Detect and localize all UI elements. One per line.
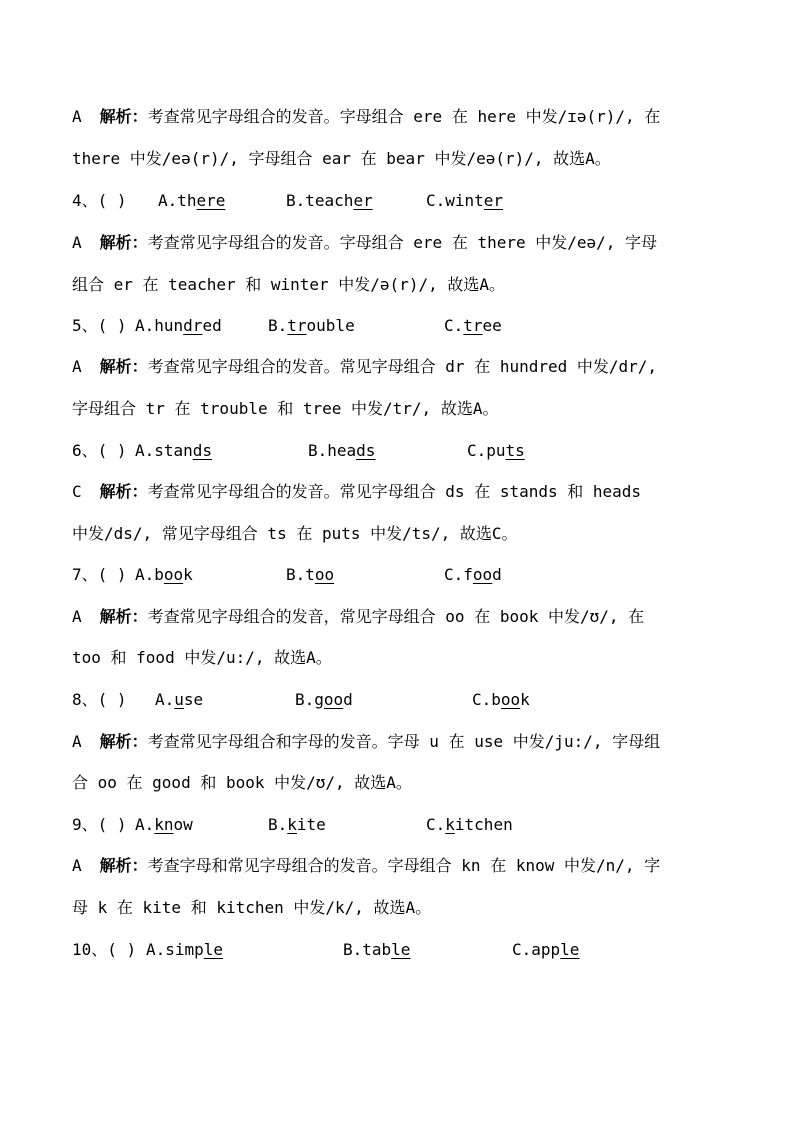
- option-b: B.heads: [308, 441, 376, 460]
- analysis-text: 考查常见字母组合的发音。字母组合 ere 在 here 中发/ɪə(r)/, 在: [147, 107, 661, 126]
- answer-letter: A: [72, 107, 82, 126]
- option-b: B.good: [295, 690, 353, 709]
- option-c: C.winter: [426, 191, 504, 210]
- answer-line-7: [72, 600, 732, 634]
- option-c: C.food: [444, 565, 502, 584]
- option-a: A.hundred: [135, 316, 222, 335]
- question-10: [72, 933, 732, 967]
- option-c: C.tree: [444, 316, 502, 335]
- analysis-label: 解析：: [99, 482, 148, 501]
- analysis-label: 解析：: [99, 607, 148, 626]
- analysis-label: 解析：: [99, 233, 148, 252]
- option-a: A.book: [135, 565, 193, 584]
- analysis-text: 字母组合 tr 在 trouble 和 tree 中发/tr/, 故选A。: [72, 399, 499, 418]
- option-a: A.there: [158, 191, 226, 210]
- analysis-text-continued: [72, 517, 732, 551]
- answer-letter: A: [72, 856, 82, 875]
- analysis-label: 解析：: [99, 732, 148, 751]
- option-a: A.use: [155, 690, 204, 709]
- question-number: 6、( ): [72, 441, 127, 460]
- option-a: A.know: [135, 815, 193, 834]
- question-number: 7、( ): [72, 565, 127, 584]
- analysis-text: 母 k 在 kite 和 kitchen 中发/k/, 故选A。: [72, 898, 432, 917]
- answer-letter: A: [72, 357, 82, 376]
- option-c: C.book: [472, 690, 530, 709]
- answer-line-8: [72, 725, 732, 759]
- answer-line-6: [72, 475, 732, 509]
- question-8: [72, 683, 732, 717]
- option-a: A.simple: [146, 940, 224, 959]
- analysis-text: 组合 er 在 teacher 和 winter 中发/ə(r)/, 故选A。: [72, 275, 505, 294]
- analysis-text: too 和 food 中发/u:/, 故选A。: [72, 648, 332, 667]
- analysis-text: 考查字母和常见字母组合的发音。字母组合 kn 在 know 中发/n/, 字: [147, 856, 661, 875]
- question-9: [72, 808, 732, 842]
- question-number: 9、( ): [72, 815, 127, 834]
- option-c: C.apple: [512, 940, 580, 959]
- answer-line-3: [72, 100, 732, 134]
- option-b: B.kite: [268, 815, 326, 834]
- analysis-label: 解析：: [99, 856, 148, 875]
- answer-line-4: [72, 226, 732, 260]
- option-a: A.stands: [135, 441, 213, 460]
- question-4: [72, 184, 732, 218]
- analysis-text: there 中发/eə(r)/, 字母组合 ear 在 bear 中发/eə(r)/, 故选A。: [72, 149, 611, 168]
- question-7: [72, 558, 732, 592]
- analysis-text: 考查常见字母组合的发音。常见字母组合 ds 在 stands 和 heads: [147, 482, 642, 501]
- answer-line-5: [72, 350, 732, 384]
- question-number: 4、( ): [72, 191, 127, 210]
- analysis-text: 考查常见字母组合和字母的发音。字母 u 在 use 中发/ju:/, 字母组: [147, 732, 661, 751]
- analysis-text: 考查常见字母组合的发音，常见字母组合 oo 在 book 中发/ʊ/, 在: [147, 607, 645, 626]
- answer-letter: A: [72, 233, 82, 252]
- analysis-text-continued: [72, 392, 732, 426]
- analysis-text: 考查常见字母组合的发音。字母组合 ere 在 there 中发/eə/, 字母: [147, 233, 658, 252]
- analysis-text: 中发/ds/, 常见字母组合 ts 在 puts 中发/ts/, 故选C。: [72, 524, 518, 543]
- option-c: C.puts: [467, 441, 525, 460]
- analysis-text-continued: [72, 891, 732, 925]
- analysis-text-continued: [72, 641, 732, 675]
- analysis-text-continued: [72, 268, 732, 302]
- answer-line-9: [72, 849, 732, 883]
- analysis-text-continued: [72, 766, 732, 800]
- analysis-label: 解析：: [99, 357, 148, 376]
- question-6: [72, 434, 732, 468]
- question-number: 8、( ): [72, 690, 127, 709]
- analysis-text: 合 oo 在 good 和 book 中发/ʊ/, 故选A。: [72, 773, 412, 792]
- answer-letter: A: [72, 732, 82, 751]
- analysis-text: 考查常见字母组合的发音。常见字母组合 dr 在 hundred 中发/dr/,: [147, 357, 658, 376]
- option-b: B.trouble: [268, 316, 355, 335]
- question-number: 5、( ): [72, 316, 127, 335]
- option-b: B.teacher: [286, 191, 373, 210]
- answer-letter: A: [72, 607, 82, 626]
- analysis-label: 解析：: [99, 107, 148, 126]
- question-5: [72, 309, 732, 343]
- question-number: 10、( ): [72, 940, 137, 959]
- option-b: B.too: [286, 565, 335, 584]
- answer-letter: C: [72, 482, 82, 501]
- option-b: B.table: [343, 940, 411, 959]
- analysis-text-continued: [72, 142, 732, 176]
- option-c: C.kitchen: [426, 815, 513, 834]
